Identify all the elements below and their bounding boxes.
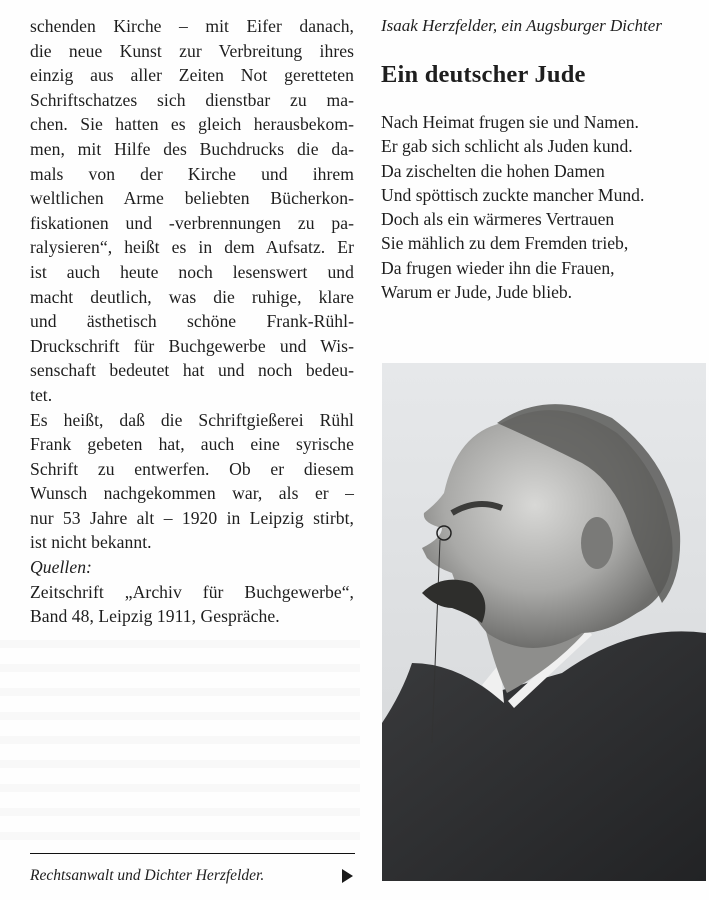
poem-verse: Nach Heimat frugen sie und Namen. [381,112,639,132]
poem-verse: Er gab sich schlicht als Juden kund. [381,136,633,157]
text-line: Schriftschatzes sich dienstbar zu ma- [30,89,354,110]
source-line: Zeitschrift „Archiv für Buchgewerbe“, [30,581,354,602]
poem-verse: Sie mählich zu dem Fremden trieb, [381,233,629,254]
ear [581,517,613,569]
text-line: Schrift zu entwerfen. Ob er diesem [30,458,354,479]
text-line: Es heißt, daß die Schriftgießerei Rühl [30,409,354,430]
sources-block [30,555,354,629]
text-line: Wunsch nachgekommen war, als er – [30,483,354,504]
poem-verse: Und spöttisch zuckte mancher Mund. [381,184,645,205]
portrait-illustration [382,363,706,881]
text-line: weltlichen Arme beliebten Bücherkon- [30,188,354,209]
text-line: mals von der Kirche und ihrem [30,163,354,184]
poem-title: Ein deutscher Jude [381,61,586,88]
text-line: einzig aus aller Zeiten Not geretteten [30,65,354,86]
portrait-photo [382,363,706,881]
text-line: ralysieren“, heißt es in dem Aufsatz. Er [30,237,354,258]
poem-verse: Warum er Jude, Jude blieb. [381,282,573,303]
text-line: Frank gebeten hat, auch eine syrische [30,434,354,455]
poem-verse: Da frugen wieder ihn die Frauen, [381,257,615,278]
source-line: Band 48, Leipzig 1911, Gespräche. [30,606,280,627]
triangle-right-icon [342,869,353,883]
poem [381,110,701,304]
section-subtitle: Isaak Herzfelder, ein Augsburger Dichter [381,16,662,35]
text-line: chen. Sie hatten es gleich herausbekom- [30,114,354,135]
article-right-column [381,14,701,304]
text-line: Druckschrift für Buchgewerbe und Wis- [30,335,354,356]
text-line: und ästhetisch schöne Frank-Rühl- [30,311,354,332]
text-line: men, mit Hilfe des Buchdrucks die da- [30,138,354,159]
poem-verse: Da zischelten die hohen Damen [381,160,605,181]
text-line: ist auch heute noch lesenswert und [30,261,354,282]
text-line: senschaft bedeutet hat und noch bedeu- [30,360,354,381]
text-line: nur 53 Jahre alt – 1920 in Leipzig stirbt, [30,507,354,528]
caption-divider [30,853,355,854]
text-line: tet. [30,384,53,405]
text-line: macht deutlich, was die ruhige, klare [30,286,354,307]
text-line: ist nicht bekannt. [30,532,152,553]
photo-caption: Rechtsanwalt und Dichter Herzfelder. [30,867,265,884]
text-line: fiskationen und -verbrennungen zu pa- [30,212,354,233]
text-line: schenden Kirche – mit Eifer danach, [30,16,354,36]
sources-label: Quellen: [30,557,92,578]
bleed-through [0,640,360,840]
article-left-column [30,14,354,629]
text-line: die neue Kunst zur Verbreitung ihres [30,40,354,61]
article-paragraph-2 [30,408,354,556]
poem-verse: Doch als ein wärmeres Vertrauen [381,209,615,230]
article-paragraph-1 [30,14,354,408]
